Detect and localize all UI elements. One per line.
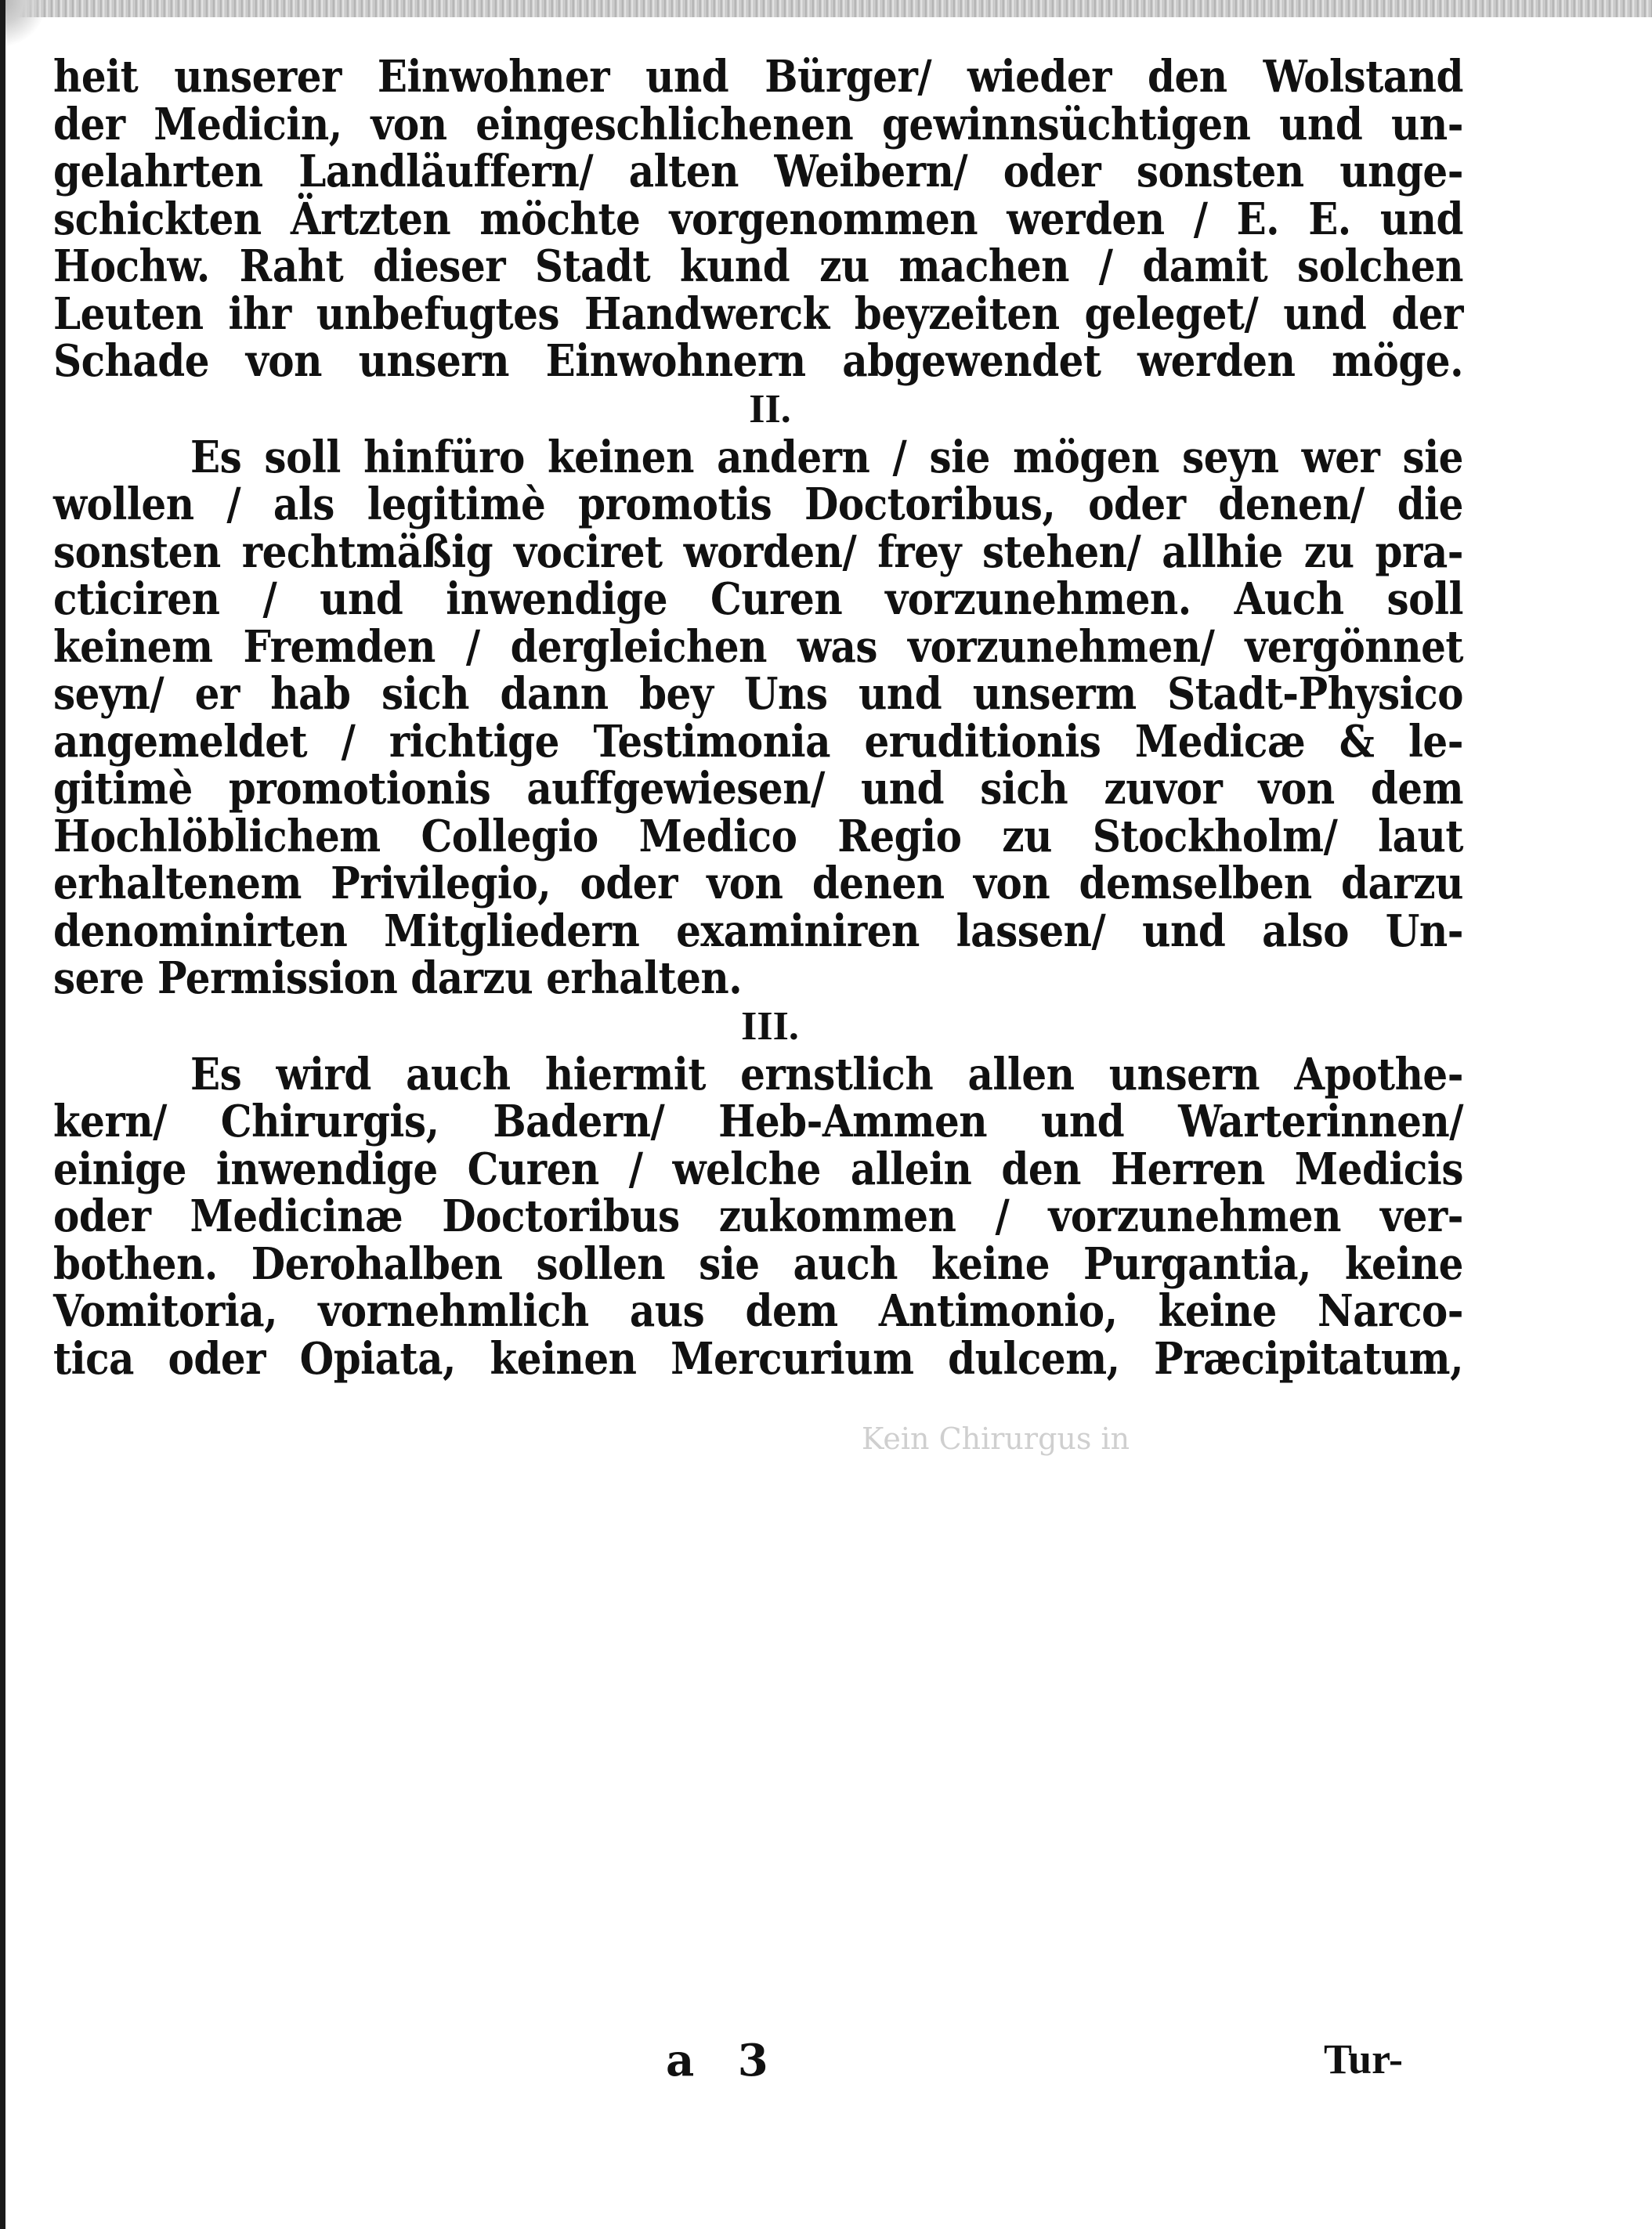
text-line: Hochlöblichem Collegio Medico Regio zu Stockholm/ laut <box>53 809 1463 862</box>
text-line: Leuten ihr unbefugtes Handwerck beyzeiten geleget/ und der <box>53 287 1463 339</box>
text-line: Schade von unsern Einwohnern abgewendet werden möge. <box>53 334 1463 387</box>
text-line: bothen. Derohalben sollen sie auch keine Purgantia, keine <box>53 1237 1463 1289</box>
text-line: seyn/ er hab sich dann bey Uns und unserm Stadt-Physico <box>53 667 1463 720</box>
section-number-ii: II. <box>749 386 791 432</box>
text-line: oder Medicinæ Doctoribus zukommen / vorzunehmen ver- <box>53 1190 1463 1242</box>
page-footer <box>0 2035 1652 2090</box>
scan-left-border <box>0 0 5 2229</box>
text-line: Es wird auch hiermit ernstlich allen unsern Apothe- <box>190 1047 1463 1100</box>
text-line: erhaltenem Privilegio, oder von denen von demselben darzu <box>53 857 1463 909</box>
document-page <box>53 50 1463 1384</box>
text-line: Hochw. Raht dieser Stadt kund zu machen / damit solchen <box>53 240 1463 292</box>
scan-top-edge <box>0 0 1652 17</box>
text-line: gelahrten Landläuffern/ alten Weibern/ oder sonsten unge- <box>53 145 1463 197</box>
text-line: heit unserer Einwohner und Bürger/ wieder den Wolstand <box>53 50 1463 103</box>
text-line: denominirten Mitgliedern examiniren lassen/ und also Un- <box>53 904 1463 956</box>
text-line: tica oder Opiata, keinen Mercurium dulcem, Præcipitatum, <box>53 1331 1463 1384</box>
signature-mark: a 3 <box>666 2035 783 2086</box>
text-line: keinem Fremden / dergleichen was vorzunehmen/ vergönnet <box>53 620 1463 672</box>
text-line: Vomitoria, vornehmlich aus dem Antimonio, keine Narco- <box>53 1284 1463 1337</box>
text-line: schickten Ärtzten möchte vorgenommen werden / E. E. und <box>53 192 1463 244</box>
show-through-text: Kein Chirurgus in <box>862 1422 1130 1456</box>
text-line: kern/ Chirurgis, Badern/ Heb-Ammen und Warterinnen/ <box>53 1095 1463 1147</box>
text-line: cticiren / und inwendige Curen vorzunehmen. Auch soll <box>53 573 1463 625</box>
text-line: wollen / als legitimè promotis Doctoribus, oder denen/ die <box>53 478 1463 530</box>
section-i-continuation <box>53 50 1463 387</box>
section-number-iii: III. <box>741 1003 799 1049</box>
text-line: sonsten rechtmäßig vociret worden/ frey stehen/ allhie zu pra- <box>53 525 1463 577</box>
text-line: Es soll hinfüro keinen andern / sie mögen seyn wer sie <box>190 430 1463 482</box>
text-line: der Medicin, von eingeschlichenen gewinnsüchtigen und un- <box>53 97 1463 150</box>
text-line: angemeldet / richtige Testimonia eruditionis Medicæ & le- <box>53 714 1463 767</box>
section-iii <box>53 1047 1463 1384</box>
catchword: Tur- <box>1324 2036 1404 2083</box>
text-line: gitimè promotionis auffgewiesen/ und sich zuvor von dem <box>53 762 1463 815</box>
text-line: sere Permission darzu erhalten. <box>53 952 743 1004</box>
section-ii <box>53 430 1463 1004</box>
text-line: einige inwendige Curen / welche allein den Herren Medicis <box>53 1142 1463 1194</box>
